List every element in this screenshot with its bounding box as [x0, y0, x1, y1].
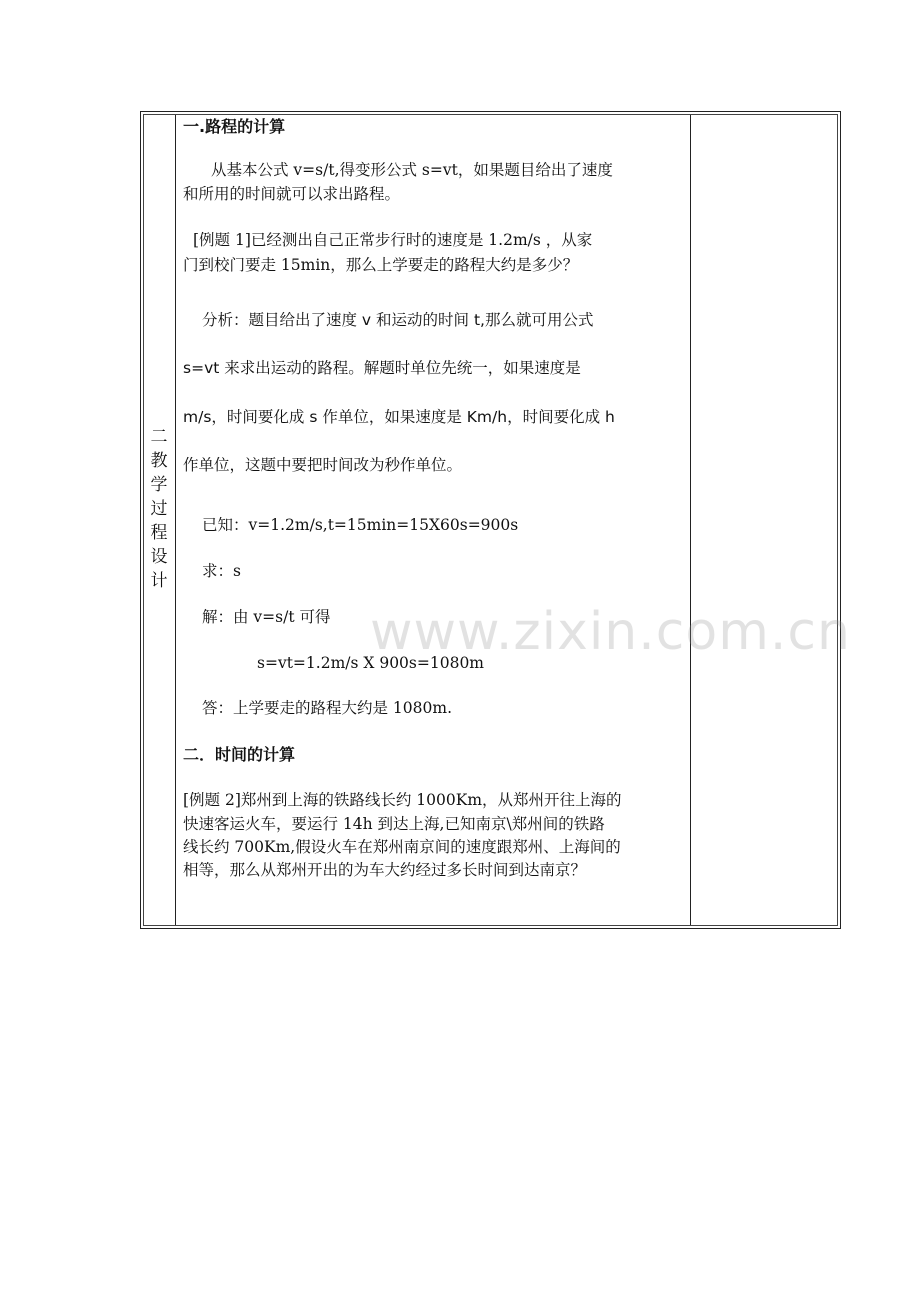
example1-line: [例题 1]已经测出自己正常步行时的速度是 1.2m/s ，从家 [193, 231, 593, 249]
side-label-teaching-process [144, 425, 174, 593]
example2-line: 线长约 700Km,假设火车在郑州南京间的速度跟郑州、上海间的 [183, 838, 621, 856]
analysis-line: m/s，时间要化成 s 作单位，如果速度是 Km/h，时间要化成 h [183, 408, 615, 426]
analysis-line: 分析：题目给出了速度 v 和运动的时间 t,那么就可用公式 [202, 311, 594, 329]
side-label-char: 教 [150, 451, 168, 471]
analysis-line: 作单位，这题中要把时间改为秒作单位。 [183, 456, 463, 474]
analysis-line: s=vt 来求出运动的路程。解题时单位先统一，如果速度是 [183, 359, 581, 377]
find-line: 求：s [202, 562, 241, 580]
example2-line: [例题 2]郑州到上海的铁路线长约 1000Km，从郑州开往上海的 [183, 791, 622, 809]
answer-line: 答：上学要走的路程大约是 1080m. [202, 699, 452, 717]
intro-line: 和所用的时间就可以求出路程。 [183, 185, 401, 203]
side-label-char: 程 [150, 523, 168, 543]
example2-line: 快速客运火车，要运行 14h 到达上海,已知南京\郑州间的铁路 [183, 815, 605, 833]
side-label-char: 设 [150, 547, 168, 567]
example1-line: 门到校门要走 15min，那么上学要走的路程大约是多少？ [183, 256, 579, 274]
solve-line: 解：由 v=s/t 可得 [202, 608, 331, 626]
calc-line: s=vt=1.2m/s X 900s=1080m [257, 654, 484, 672]
example2-line: 相等，那么从郑州开出的为车大约经过多长时间到达南京？ [183, 861, 587, 879]
side-label-char: 过 [150, 499, 168, 519]
known-line: 已知：v=1.2m/s,t=15min=15X60s=900s [202, 516, 519, 534]
column-divider-left [175, 115, 176, 925]
section1-heading: 一.路程的计算 [183, 117, 286, 136]
intro-line: 从基本公式 v=s/t,得变形公式 s=vt，如果题目给出了速度 [211, 161, 613, 179]
watermark: www.zixin.com.cn [370, 602, 851, 662]
side-label-char: 计 [150, 571, 168, 591]
side-label-char: 二 [150, 427, 168, 447]
side-label-char: 学 [150, 475, 168, 495]
column-divider-right [690, 115, 691, 925]
section2-heading: 二．时间的计算 [183, 745, 296, 764]
